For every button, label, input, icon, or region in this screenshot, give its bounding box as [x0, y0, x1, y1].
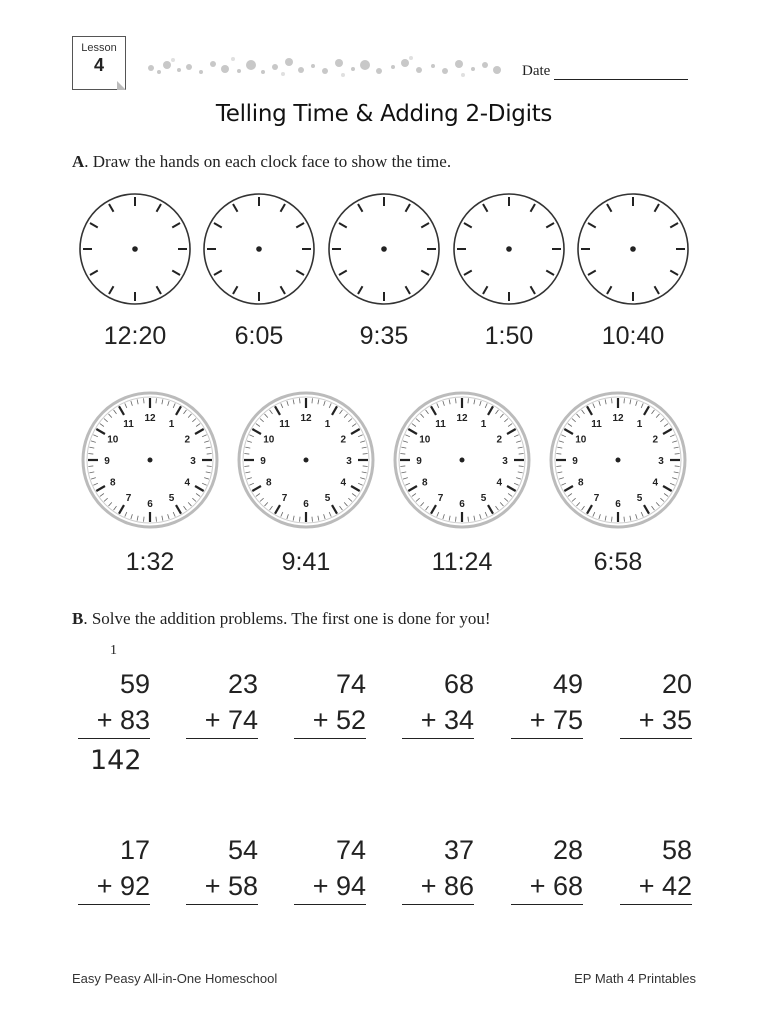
clock-numeral: 8 [421, 477, 428, 489]
date-field[interactable] [522, 63, 688, 80]
addend-bottom: + 34 [402, 702, 474, 739]
clock-numeral: 9 [104, 456, 110, 467]
clock-numeral: 2 [340, 434, 347, 446]
clock-time-label: 1:32 [125, 548, 175, 576]
date-label: Date [522, 63, 551, 79]
clock-face[interactable] [449, 189, 569, 309]
decorative-border-icon [143, 50, 505, 80]
section-b-text: . Solve the addition problems. The first one is done for you! [83, 609, 491, 628]
addition-problem[interactable] [294, 666, 366, 739]
addition-problem[interactable] [186, 832, 258, 905]
addition-problem[interactable] [511, 666, 583, 739]
clock-numeral: 6 [303, 499, 309, 510]
clock-numeral: 8 [577, 477, 584, 489]
numbered-clock-face[interactable] [75, 385, 225, 535]
addition-problem[interactable] [402, 666, 474, 739]
addend-top: 74 [335, 669, 366, 699]
clock-numeral: 12 [612, 413, 624, 424]
section-a-text: . Draw the hands on each clock face to show the time. [84, 152, 452, 171]
clock-numeral: 7 [437, 493, 444, 505]
addend-top: 49 [552, 669, 583, 699]
clock-numeral: 3 [658, 456, 664, 467]
addend-bottom: + 74 [186, 702, 258, 739]
clock-numeral: 12 [456, 413, 468, 424]
addition-problem[interactable] [294, 832, 366, 905]
addend-top: 28 [552, 835, 583, 865]
carry-digit: 1 [110, 643, 117, 658]
addend-top: 54 [227, 835, 258, 865]
addend-bottom: + 92 [78, 868, 150, 905]
clock-numeral: 10 [419, 434, 431, 446]
clock-time-label: 11:24 [431, 548, 493, 576]
clock-time-label: 12:20 [103, 322, 167, 350]
numbered-clock-face[interactable] [231, 385, 381, 535]
lesson-number: 4 [93, 55, 104, 75]
example-answer: 142 [90, 745, 142, 776]
clock-numeral: 11 [591, 418, 602, 430]
addition-problem[interactable] [620, 832, 692, 905]
clock-numeral: 12 [300, 413, 312, 424]
clock-numeral: 11 [435, 418, 446, 430]
clock-numeral: 1 [324, 418, 331, 430]
addend-bottom: + 58 [186, 868, 258, 905]
page-fold-corner [117, 81, 126, 90]
numbered-clock-face[interactable] [543, 385, 693, 535]
clock-time-label: 6:58 [593, 548, 643, 576]
clock-numeral: 2 [184, 434, 191, 446]
clock-time-label: 9:35 [359, 322, 409, 350]
clock-numeral: 10 [263, 434, 275, 446]
clock-numeral: 3 [190, 456, 196, 467]
clock-numeral: 11 [123, 418, 134, 430]
clock-face[interactable] [199, 189, 319, 309]
addend-top: 58 [661, 835, 692, 865]
clock-numeral: 12 [144, 413, 156, 424]
clock-numeral: 3 [346, 456, 352, 467]
page-title: Telling Time & Adding 2-Digits [215, 101, 553, 127]
clock-numeral: 9 [416, 456, 422, 467]
lesson-label: Lesson [81, 42, 117, 54]
clock-time-label: 9:41 [281, 548, 331, 576]
section-b-letter: B [72, 609, 84, 628]
lesson-badge [72, 36, 126, 90]
clock-time-label: 1:50 [484, 322, 534, 350]
addition-problem[interactable] [402, 832, 474, 905]
addend-bottom: + 35 [620, 702, 692, 739]
addend-bottom: + 94 [294, 868, 366, 905]
addend-top: 68 [443, 669, 474, 699]
clock-numeral: 7 [281, 493, 288, 505]
clock-numeral: 4 [340, 477, 347, 489]
clock-numeral: 7 [593, 493, 600, 505]
clock-numeral: 8 [109, 477, 116, 489]
clock-numeral: 2 [652, 434, 659, 446]
clock-numeral: 4 [652, 477, 659, 489]
clock-numeral: 5 [480, 493, 487, 505]
addend-bottom: + 68 [511, 868, 583, 905]
addend-top: 20 [661, 669, 692, 699]
section-b-instruction [72, 609, 491, 629]
clock-numeral: 4 [496, 477, 503, 489]
clock-face[interactable] [324, 189, 444, 309]
clock-numeral: 5 [168, 493, 175, 505]
clock-time-label: 6:05 [234, 322, 284, 350]
addend-bottom: + 42 [620, 868, 692, 905]
footer-left: Easy Peasy All-in-One Homeschool [72, 971, 278, 986]
clock-face[interactable] [573, 189, 693, 309]
clock-numeral: 1 [168, 418, 175, 430]
date-line[interactable] [554, 65, 688, 80]
clock-numeral: 1 [480, 418, 487, 430]
addend-top: 59 [119, 669, 150, 699]
clock-numeral: 8 [265, 477, 272, 489]
clock-numeral: 9 [572, 456, 578, 467]
clock-numeral: 4 [184, 477, 191, 489]
clock-numeral: 5 [636, 493, 643, 505]
numbered-clock-face[interactable] [387, 385, 537, 535]
addition-problem [78, 666, 150, 776]
addend-bottom: + 83 [78, 702, 150, 739]
clock-face[interactable] [75, 189, 195, 309]
addend-top: 17 [119, 835, 150, 865]
clock-time-label: 10:40 [601, 322, 665, 350]
clock-numeral: 1 [636, 418, 643, 430]
addend-top: 74 [335, 835, 366, 865]
clock-numeral: 6 [147, 499, 153, 510]
clock-numeral: 6 [615, 499, 621, 510]
addend-bottom: + 75 [511, 702, 583, 739]
addition-problem[interactable] [78, 832, 150, 905]
clock-numeral: 6 [459, 499, 465, 510]
addition-problem[interactable] [511, 832, 583, 905]
clock-numeral: 2 [496, 434, 503, 446]
clock-numeral: 5 [324, 493, 331, 505]
addition-problem[interactable] [620, 666, 692, 739]
clock-numeral: 10 [107, 434, 119, 446]
addend-top: 23 [227, 669, 258, 699]
addition-problem[interactable] [186, 666, 258, 739]
clock-numeral: 7 [125, 493, 132, 505]
clock-numeral: 11 [279, 418, 290, 430]
clock-numeral: 3 [502, 456, 508, 467]
addend-bottom: + 52 [294, 702, 366, 739]
footer-right: EP Math 4 Printables [574, 971, 696, 986]
section-a-letter: A [72, 152, 85, 171]
clock-numeral: 10 [575, 434, 587, 446]
section-a-instruction [72, 152, 451, 172]
clock-numeral: 9 [260, 456, 266, 467]
addend-top: 37 [443, 835, 474, 865]
addend-bottom: + 86 [402, 868, 474, 905]
